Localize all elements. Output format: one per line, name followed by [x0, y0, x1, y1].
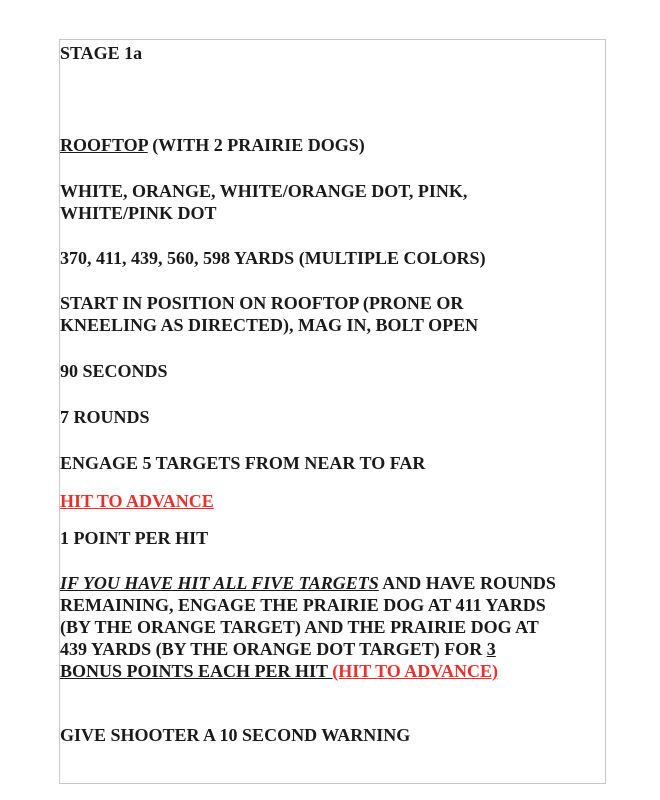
start-position-line-1: START IN POSITION ON ROOFTOP (PRONE OR [60, 293, 464, 313]
distances: 370, 411, 439, 560, 598 YARDS (MULTIPLE COLORS) [60, 248, 486, 268]
location-name: ROOFTOP [60, 135, 148, 155]
hit-to-advance: HIT TO ADVANCE [60, 491, 214, 511]
bonus-line-3: (BY THE ORANGE TARGET) AND THE PRAIRIE DOG AT [60, 617, 539, 637]
bonus-hit-to-advance: (HIT TO ADVANCE) [332, 661, 498, 681]
bonus-line-1-rest: AND HAVE ROUNDS [378, 573, 556, 593]
bonus-line-5 [60, 660, 498, 682]
bonus-condition: IF YOU HAVE HIT ALL FIVE TARGETS [60, 573, 379, 593]
bonus-line-4 [60, 638, 496, 660]
bonus-line-4-plain: 439 YARDS (BY THE ORANGE DOT TARGET) FOR [60, 639, 487, 659]
scoring: 1 POINT PER HIT [60, 528, 209, 548]
start-position-line-2: KNEELING AS DIRECTED), MAG IN, BOLT OPEN [60, 315, 479, 335]
location-detail: (WITH 2 PRAIRIE DOGS) [147, 135, 365, 155]
target-colors-line-2: WHITE/PINK DOT [60, 203, 217, 223]
bonus-points-count: 3 [486, 639, 496, 659]
location-line [60, 134, 365, 156]
warning: GIVE SHOOTER A 10 SECOND WARNING [60, 725, 411, 745]
engagement: ENGAGE 5 TARGETS FROM NEAR TO FAR [60, 453, 426, 473]
rounds: 7 ROUNDS [60, 407, 150, 427]
time-limit: 90 SECONDS [60, 361, 168, 381]
bonus-line-1 [60, 572, 556, 594]
stage-title: STAGE 1a [60, 43, 143, 63]
bonus-points-label: BONUS POINTS EACH PER HIT [60, 661, 333, 681]
target-colors-line-1: WHITE, ORANGE, WHITE/ORANGE DOT, PINK, [60, 181, 468, 201]
bonus-line-2: REMAINING, ENGAGE THE PRAIRIE DOG AT 411 YARDS [60, 595, 546, 615]
document-page [59, 39, 606, 784]
